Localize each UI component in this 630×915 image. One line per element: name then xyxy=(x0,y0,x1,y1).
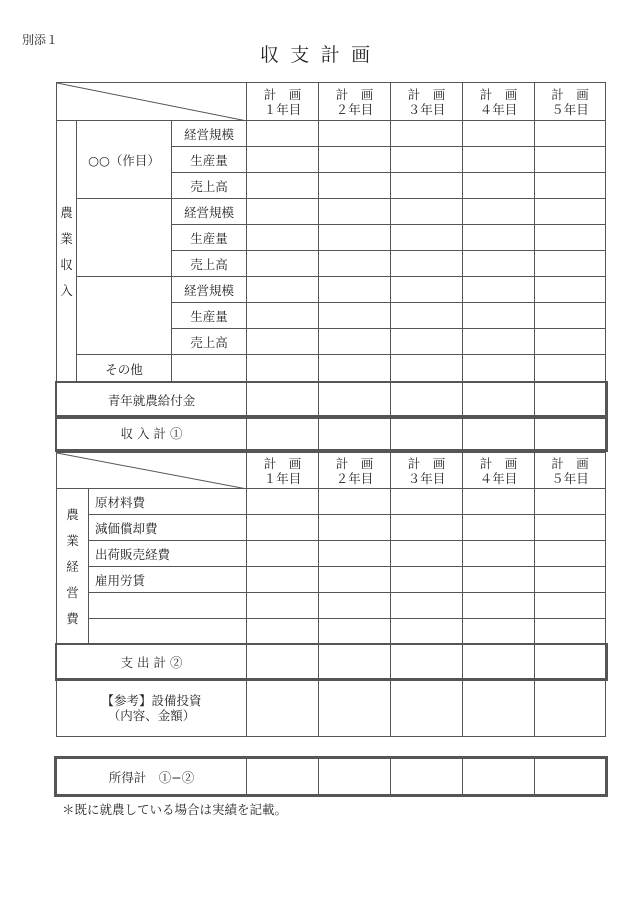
expense-item-blank[interactable] xyxy=(89,619,247,645)
subsidy-label: 青年就農給付金 xyxy=(57,383,247,417)
metric-output: 生産量 xyxy=(172,225,247,251)
year-2-header: 計 画 ２年目 xyxy=(319,453,391,489)
metric-scale: 経営規模 xyxy=(172,121,247,147)
header-diagonal-line xyxy=(57,453,247,489)
metric-output: 生産量 xyxy=(172,147,247,173)
year-4-header: 計 画 ４年目 xyxy=(463,83,535,121)
year-1-header: 計 画 １年目 xyxy=(247,453,319,489)
year-1-header: 計 画 １年目 xyxy=(247,83,319,121)
equipment-investment-label: 【参考】設備投資 （内容、金額） xyxy=(57,679,247,737)
year-2-header: 計 画 ２年目 xyxy=(319,83,391,121)
year-3-header: 計 画 ３年目 xyxy=(391,83,463,121)
footnote: ＊既に就農している場合は実績を記載。 xyxy=(62,802,288,817)
page-title: 収支計画 xyxy=(259,44,382,66)
header-diagonal-line xyxy=(57,83,247,121)
expense-item-shipping: 出荷販売経費 xyxy=(89,541,247,567)
metric-scale: 経営規模 xyxy=(172,199,247,225)
crop-label-blank[interactable] xyxy=(77,277,172,355)
expense-group-label: 農業経営費 xyxy=(57,489,89,645)
other-income-label: その他 xyxy=(77,355,172,383)
expense-total-label: 支 出 計 ② xyxy=(57,645,247,679)
expense-item-depreciation: 減価償却費 xyxy=(89,515,247,541)
year-4-header: 計 画 ４年目 xyxy=(463,453,535,489)
income-total-label: 収 入 計 ① xyxy=(57,417,247,450)
expense-item-labor: 雇用労賃 xyxy=(89,567,247,593)
year-5-header: 計 画 ５年目 xyxy=(535,83,606,121)
year-3-header: 計 画 ３年目 xyxy=(391,453,463,489)
expense-table xyxy=(56,452,606,737)
metric-sales: 売上高 xyxy=(172,251,247,277)
metric-sales: 売上高 xyxy=(172,173,247,199)
year-5-header: 計 画 ５年目 xyxy=(535,453,606,489)
income-group-label: 農業収入 xyxy=(57,121,77,383)
net-income-table xyxy=(56,758,606,795)
net-income-label: 所得計 ①−② xyxy=(57,759,247,795)
income-table xyxy=(56,82,606,450)
annex-label: 別添１ xyxy=(22,33,59,47)
crop-label-blank[interactable] xyxy=(77,199,172,277)
metric-output: 生産量 xyxy=(172,303,247,329)
metric-sales: 売上高 xyxy=(172,329,247,355)
expense-item-blank[interactable] xyxy=(89,593,247,619)
expense-item-materials: 原材料費 xyxy=(89,489,247,515)
crop-label: ○○（作目） xyxy=(77,121,172,199)
metric-scale: 経営規模 xyxy=(172,277,247,303)
